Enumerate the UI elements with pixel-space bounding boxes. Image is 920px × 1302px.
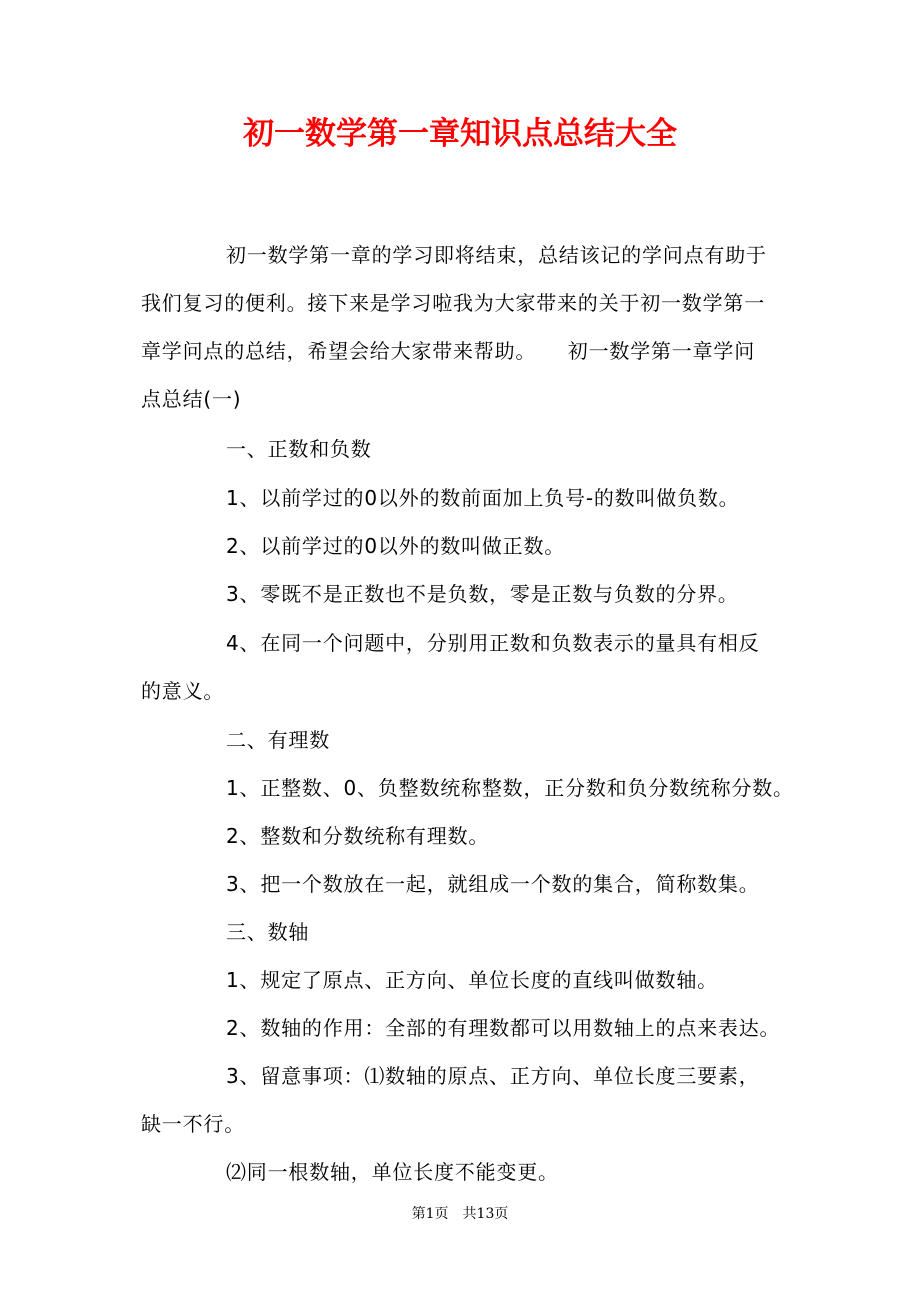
list-item: 3、留意事项：⑴数轴的原点、正方向、单位长度三要素， (226, 1064, 760, 1088)
list-item: 2、以前学过的0以外的数叫做正数。 (226, 534, 566, 558)
list-item-continuation: 缺一不行。 (141, 1112, 245, 1136)
paragraph-line: 初一数学第一章的学习即将结束，总结该记的学问点有助于 (226, 243, 767, 267)
list-item: 4、在同一个问题中，分别用正数和负数表示的量具有相反 (226, 631, 760, 655)
list-item: 1、以前学过的0以外的数前面加上负号-的数叫做负数。 (226, 486, 740, 510)
page-total: 共13页 (462, 1206, 509, 1222)
list-item: 3、把一个数放在一起，就组成一个数的集合，简称数集。 (226, 872, 760, 896)
paragraph-line: 点总结(一) (141, 387, 242, 411)
page-number: 第1页 (411, 1206, 449, 1222)
list-item: 2、整数和分数统称有理数。 (226, 824, 490, 848)
paragraph-line: 章学问点的总结，希望会给大家带来帮助。 初一数学第一章学问 (141, 339, 755, 363)
section-heading: 三、数轴 (226, 920, 310, 944)
document-title: 初一数学第一章知识点总结大全 (243, 116, 677, 152)
section-heading: 一、正数和负数 (226, 437, 372, 461)
page-footer (0, 1204, 920, 1224)
list-item: 1、规定了原点、正方向、单位长度的直线叫做数轴。 (226, 968, 718, 992)
list-item: ⑵同一根数轴，单位长度不能变更。 (226, 1160, 559, 1184)
list-item-continuation: 的意义。 (141, 679, 225, 703)
list-item: 3、零既不是正数也不是负数，零是正数与负数的分界。 (226, 582, 739, 606)
list-item: 1、正整数、0、负整数统称整数，正分数和负分数统称分数。 (226, 776, 794, 800)
list-item: 2、数轴的作用：全部的有理数都可以用数轴上的点来表达。 (226, 1016, 781, 1040)
paragraph-line: 我们复习的便利。接下来是学习啦我为大家带来的关于初一数学第一 (141, 291, 765, 315)
section-heading: 二、有理数 (226, 728, 330, 752)
